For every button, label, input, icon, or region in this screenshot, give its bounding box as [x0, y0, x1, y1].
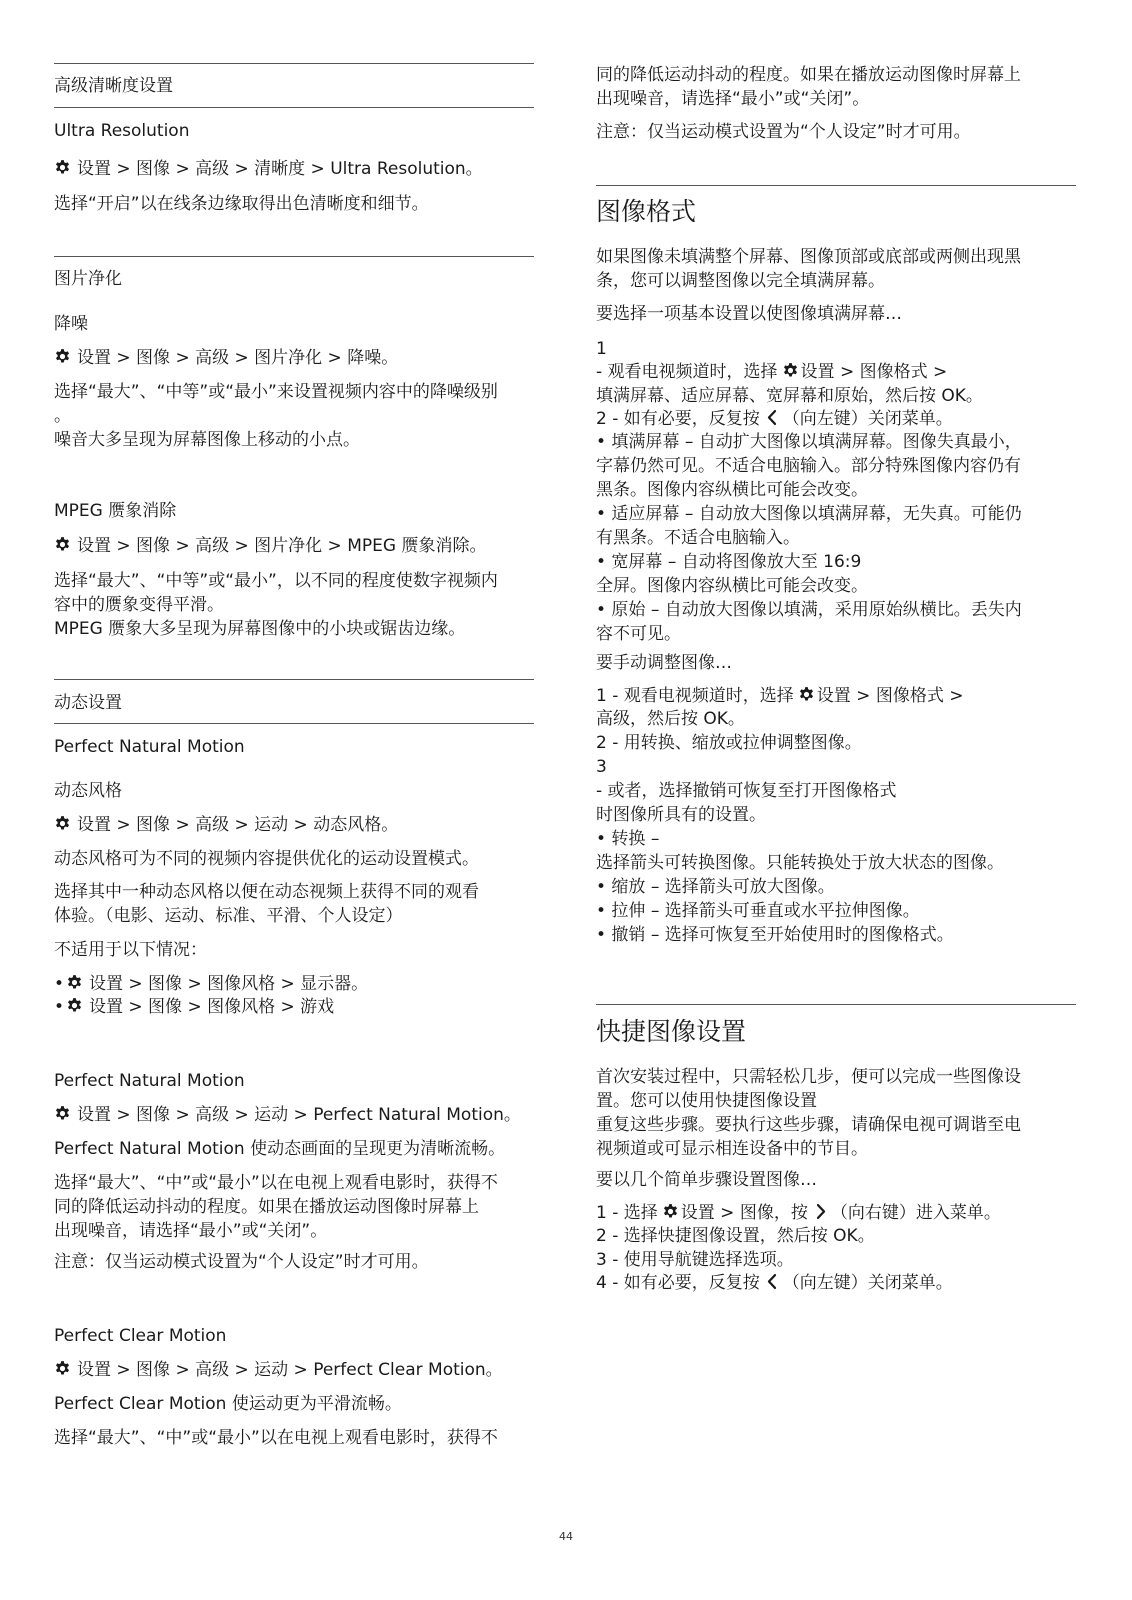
chevron-left-icon — [764, 409, 781, 426]
gear-icon — [54, 1105, 71, 1122]
picture-format-step-1: - 观看电视频道时，选择 设置 > 图像格式 > — [596, 362, 948, 382]
section-rule — [54, 679, 534, 680]
gear-icon — [662, 1203, 679, 1220]
ultra-resolution-desc: 选择“开启”以在线条边缘取得出色清晰度和细节。 — [54, 194, 429, 214]
section-title-motion: 动态设置 — [54, 693, 122, 713]
picture-format-step-2: 2 - 如有必要，反复按 （向左键）关闭菜单。 — [596, 409, 953, 429]
not-applicable-item: • 设置 > 图像 > 图像风格 > 游戏 — [54, 997, 335, 1017]
motion-style-path: 设置 > 图像 > 高级 > 运动 > 动态风格。 — [54, 813, 534, 837]
chevron-left-icon — [764, 1273, 781, 1290]
gear-icon — [54, 815, 71, 832]
perfect-clear-motion-desc-cont: 同的降低运动抖动的程度。如果在播放运动图像时屏幕上 出现噪音，请选择“最小”或“关闭”。 — [596, 65, 1021, 109]
picture-format-intro: 如果图像未填满整个屏幕、图像顶部或底部或两侧出现黑 条，您可以调整图像以完全填满屏幕。 — [596, 247, 1021, 291]
quick-step-1: 1 - 选择 设置 > 图像，按 （向右键）进入菜单。 — [596, 1203, 1001, 1223]
perfect-clear-motion-note: 注意：仅当运动模式设置为“个人设定”时才可用。 — [596, 122, 971, 142]
section-rule — [596, 185, 1076, 186]
motion-style-desc-2: 选择其中一种动态风格以便在动态视频上获得不同的观看 体验。（电影、运动、标准、平滑、个人设定） — [54, 882, 479, 926]
perfect-clear-motion-desc: Perfect Clear Motion 使运动更为平滑流畅。 — [54, 1394, 402, 1414]
perfect-clear-motion-desc-2: 选择“最大”、“中”或“最小”以在电视上观看电影时，获得不 — [54, 1428, 498, 1448]
perfect-natural-motion-desc: Perfect Natural Motion 使动态画面的呈现更为清晰流畅。 — [54, 1139, 506, 1159]
section-rule — [54, 63, 534, 64]
gear-icon — [66, 997, 83, 1014]
not-applicable-item: • 设置 > 图像 > 图像风格 > 显示器。 — [54, 974, 369, 994]
quick-steps-2-3: 2 - 选择快捷图像设置，然后按 OK。 3 - 使用导航键选择选项。 — [596, 1226, 875, 1270]
noise-reduction-desc: 选择“最大”、“中等”或“最小”来设置视频内容中的降噪级别 。 噪音大多呈现为屏幕图像上移动的小点。 — [54, 382, 498, 450]
picture-format-options-list: • 填满屏幕 – 自动扩大图像以填满屏幕。图像失真最小， 字幕仍然可见。不适合电脑输入。部分特殊图像内容仍有 黑条。图像内容纵横比可能会改变。 • 适应屏幕 – 自动放大图像以填满屏幕，无失真。可能仍 有黑条。不适合电脑输入。 • 宽屏幕 – 自动将图像放大至 16:9 全屏。图像内容纵横比可能会改变。 • 原始 – 自动放大图像以填满，采用原始纵横比。丢失内 容不可见。 — [596, 432, 1022, 644]
section-title-picture-clean: 图片净化 — [54, 269, 122, 289]
noise-reduction-path: 设置 > 图像 > 高级 > 图片净化 > 降噪。 — [54, 346, 534, 370]
noise-reduction-title: 降噪 — [54, 314, 88, 334]
picture-format-step-1-cont: 填满屏幕、适应屏幕、宽屏幕和原始，然后按 OK。 — [596, 386, 983, 406]
motion-style-desc: 动态风格可为不同的视频内容提供优化的运动设置模式。 — [54, 849, 479, 869]
gear-icon — [54, 1360, 71, 1377]
ultra-resolution-path: 设置 > 图像 > 高级 > 清晰度 > Ultra Resolution。 — [54, 157, 534, 181]
picture-format-manual: 要手动调整图像… — [596, 653, 732, 673]
heading-picture-format: 图像格式 — [596, 197, 697, 226]
perfect-natural-motion-header: Perfect Natural Motion — [54, 737, 245, 757]
perfect-natural-motion-note: 注意：仅当运动模式设置为“个人设定”时才可用。 — [54, 1252, 429, 1272]
gear-icon — [798, 686, 815, 703]
gear-icon — [54, 536, 71, 553]
perfect-natural-motion-title: Perfect Natural Motion — [54, 1071, 245, 1091]
heading-quick-picture-settings: 快捷图像设置 — [596, 1017, 747, 1046]
picture-format-basic: 要选择一项基本设置以使图像填满屏幕… — [596, 304, 902, 324]
quick-settings-sub: 要以几个简单步骤设置图像… — [596, 1170, 817, 1190]
section-rule — [596, 1004, 1076, 1005]
mpeg-artifact-path: 设置 > 图像 > 高级 > 图片净化 > MPEG 赝象消除。 — [54, 534, 534, 558]
gear-icon — [54, 348, 71, 365]
quick-step-4: 4 - 如有必要，反复按 （向左键）关闭菜单。 — [596, 1273, 953, 1293]
motion-style-title: 动态风格 — [54, 781, 122, 801]
section-rule — [54, 723, 534, 724]
manual-step-1: 1 - 观看电视频道时，选择 设置 > 图像格式 > — [596, 686, 964, 706]
section-rule — [54, 256, 534, 257]
manual-steps-list: 高级，然后按 OK。 2 - 用转换、缩放或拉伸调整图像。 3 - 或者，选择撤销可恢复至打开图像格式 时图像所具有的设置。 • 转换 – 选择箭头可转换图像。只能转换处于放大状态的图像。 • 缩放 – 选择箭头可放大图像。 • 拉伸 – 选择箭头可垂直或水平拉伸图像。 • 撤销 – 选择可恢复至开始使用时的图像格式。 — [596, 709, 1004, 945]
section-rule — [54, 107, 534, 108]
ultra-resolution-title: Ultra Resolution — [54, 121, 190, 141]
quick-settings-intro: 首次安装过程中，只需轻松几步，便可以完成一些图像设 置。您可以使用快捷图像设置 重复这些步骤。要执行这些步骤，请确保电视可调谐至电 视频道或可显示相连设备中的节目。 — [596, 1067, 1021, 1159]
picture-format-step-num: 1 — [596, 339, 607, 359]
perfect-natural-motion-desc-2: 选择“最大”、“中”或“最小”以在电视上观看电影时，获得不 同的降低运动抖动的程度。如果在播放运动图像时屏幕上 出现噪音，请选择“最小”或“关闭”。 — [54, 1173, 498, 1241]
chevron-right-icon — [812, 1203, 829, 1220]
motion-style-not-applicable: 不适用于以下情况： — [54, 940, 207, 960]
mpeg-artifact-title: MPEG 赝象消除 — [54, 501, 177, 521]
section-title-advanced-sharpness: 高级清晰度设置 — [54, 76, 173, 96]
gear-icon — [66, 974, 83, 991]
perfect-clear-motion-title: Perfect Clear Motion — [54, 1326, 227, 1346]
perfect-natural-motion-path: 设置 > 图像 > 高级 > 运动 > Perfect Natural Motion。 — [54, 1103, 534, 1127]
perfect-clear-motion-path: 设置 > 图像 > 高级 > 运动 > Perfect Clear Motion。 — [54, 1358, 534, 1382]
gear-icon — [54, 159, 71, 176]
mpeg-artifact-desc: 选择“最大”、“中等”或“最小”，以不同的程度使数字视频内 容中的赝象变得平滑。 MPEG 赝象大多呈现为屏幕图像中的小块或锯齿边缘。 — [54, 571, 498, 639]
page-number: 44 — [559, 1530, 573, 1543]
gear-icon — [782, 362, 799, 379]
